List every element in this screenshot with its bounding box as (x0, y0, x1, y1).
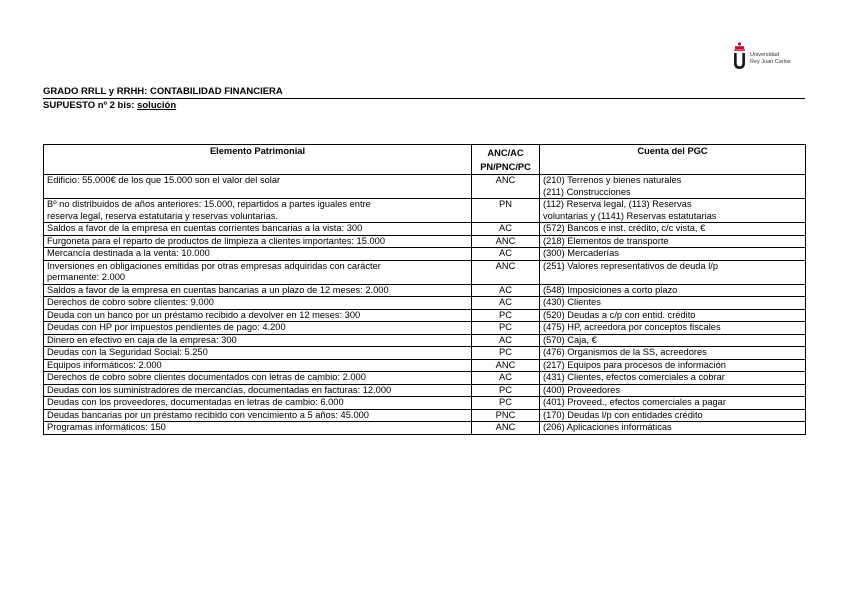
table-row (44, 175, 806, 199)
elemento-text-1: Inversiones en obligaciones emitidas por otras empresas adquiridas con carácter (47, 260, 381, 271)
cell-tipo: ANC (472, 235, 540, 248)
cell-cuenta: (475) HP, acreedora por conceptos fiscales (540, 322, 806, 335)
table-row (44, 322, 806, 335)
table-row (44, 223, 806, 236)
cell-tipo: AC (472, 284, 540, 297)
cell-tipo: ANC (472, 175, 540, 199)
table-row (44, 297, 806, 310)
cell-tipo: AC (472, 223, 540, 236)
cuenta-text-2: (211) Construcciones (543, 186, 631, 197)
table-row (44, 384, 806, 397)
cuenta-text-2: voluntarias y (1141) Reservas estatutarias (543, 210, 717, 221)
cell-tipo: PC (472, 309, 540, 322)
cell-cuenta (540, 199, 806, 223)
cell-tipo: AC (472, 334, 540, 347)
table-row (44, 309, 806, 322)
header-tipo-line1: ANC/AC (487, 148, 524, 158)
crown-u-logo-icon (733, 42, 746, 70)
subtitle-prefix: SUPUESTO nº 2 bis: (43, 100, 138, 111)
table-row (44, 248, 806, 261)
cell-elemento (44, 199, 472, 223)
cell-elemento: Deudas con HP por impuestos pendientes de pago: 4.200 (44, 322, 472, 335)
table-row (44, 260, 806, 284)
table-row (44, 347, 806, 360)
cell-cuenta: (431) Clientes, efectos comerciales a cobrar (540, 372, 806, 385)
elemento-text: Edificio: 55.000€ de los que 15.000 son el valor del solar (47, 175, 281, 185)
cell-cuenta: (300) Mercaderías (540, 248, 806, 261)
cell-cuenta (540, 175, 806, 199)
table-row (44, 409, 806, 422)
cell-elemento: Derechos de cobro sobre clientes: 9.000 (44, 297, 472, 310)
cell-tipo: PC (472, 397, 540, 410)
elemento-text-1: Bº no distribuidos de años anteriores: 15.000, repartidos a partes iguales entre (47, 199, 371, 209)
logo-text (750, 52, 791, 66)
document-subtitle (43, 99, 805, 112)
cell-tipo: ANC (472, 422, 540, 435)
cell-tipo: AC (472, 372, 540, 385)
cell-cuenta: (170) Deudas l/p con entidades crédito (540, 409, 806, 422)
cell-elemento: Deudas con los proveedores, documentadas en letras de cambio: 6.000 (44, 397, 472, 410)
cell-cuenta: (570) Caja, € (540, 334, 806, 347)
cell-cuenta: (217) Equipos para procesos de información (540, 359, 806, 372)
cell-cuenta: (218) Elementos de transporte (540, 235, 806, 248)
cell-cuenta: (548) Imposiciones a corto plazo (540, 284, 806, 297)
cell-tipo: PN (472, 199, 540, 223)
header-tipo (472, 145, 540, 175)
cuenta-text-1: (210) Terrenos y bienes naturales (543, 175, 682, 185)
cell-elemento: Saldos a favor de la empresa en cuentas corrientes bancarias a la vista: 300 (44, 223, 472, 236)
table-row (44, 334, 806, 347)
elemento-text-2: permanente: 2.000 (47, 272, 126, 282)
cell-cuenta: (520) Deudas a c/p con entid. crédito (540, 309, 806, 322)
cell-cuenta: (251) Valores representativos de deuda l/p (540, 260, 806, 284)
cell-cuenta: (206) Aplicaciones informáticas (540, 422, 806, 435)
cell-elemento: Saldos a favor de la empresa en cuentas bancarias a un plazo de 12 meses: 2.000 (44, 284, 472, 297)
patrimonial-table (43, 144, 806, 435)
cell-elemento: Deudas con la Seguridad Social: 5.250 (44, 347, 472, 360)
cell-tipo: AC (472, 248, 540, 261)
table-row (44, 397, 806, 410)
cell-tipo: ANC (472, 260, 540, 284)
cell-cuenta: (572) Bancos e inst. crédito, c/c vista, € (540, 223, 806, 236)
document-title: GRADO RRLL y RRHH: CONTABILIDAD FINANCIERA (43, 86, 283, 97)
cell-tipo: ANC (472, 359, 540, 372)
cell-tipo: AC (472, 297, 540, 310)
university-logo (733, 42, 791, 70)
table-row (44, 372, 806, 385)
table-row (44, 235, 806, 248)
cell-tipo: PC (472, 322, 540, 335)
cell-elemento: Furgoneta para el reparto de productos de limpieza a clientes importantes: 15.000 (44, 235, 472, 248)
cell-elemento: Equipos informáticos: 2.000 (44, 359, 472, 372)
document-header (43, 85, 805, 112)
table-row (44, 422, 806, 435)
cell-elemento (44, 175, 472, 199)
cell-tipo: PC (472, 384, 540, 397)
table-row (44, 359, 806, 372)
logo-line-2: Rey Juan Carlos (750, 59, 791, 65)
subtitle-solucion: solución (137, 100, 177, 111)
table-header-row (44, 145, 806, 175)
cell-elemento: Programas informáticos: 150 (44, 422, 472, 435)
cell-cuenta: (401) Proveed., efectos comerciales a pagar (540, 397, 806, 410)
cell-cuenta: (400) Proveedores (540, 384, 806, 397)
cell-tipo: PC (472, 347, 540, 360)
cell-elemento (44, 260, 472, 284)
header-elemento: Elemento Patrimonial (44, 145, 472, 175)
cell-elemento: Deuda con un banco por un préstamo recibido a devolver en 12 meses: 300 (44, 309, 472, 322)
cell-elemento: Mercancía destinada a la venta: 10.000 (44, 248, 472, 261)
cell-elemento: Derechos de cobro sobre clientes documentados con letras de cambio: 2.000 (44, 372, 472, 385)
table-row (44, 284, 806, 297)
table-row (44, 199, 806, 223)
elemento-text-2: reserva legal, reserva estatutaria y reservas voluntarias. (47, 210, 278, 221)
cell-cuenta: (430) Clientes (540, 297, 806, 310)
cell-elemento: Deudas bancarias por un préstamo recibido con vencimiento a 5 años: 45.000 (44, 409, 472, 422)
cell-elemento: Dinero en efectivo en caja de la empresa: 300 (44, 334, 472, 347)
cuenta-text-1: (112) Reserva legal, (113) Reservas (543, 199, 692, 209)
header-tipo-line2: PN/PNC/PC (480, 162, 531, 172)
header-cuenta: Cuenta del PGC (540, 145, 806, 175)
logo-line-1: Universidad (750, 52, 780, 58)
cell-cuenta: (476) Organismos de la SS, acreedores (540, 347, 806, 360)
cell-elemento: Deudas con los suministradores de mercancías, documentadas en facturas: 12.000 (44, 384, 472, 397)
cell-tipo: PNC (472, 409, 540, 422)
